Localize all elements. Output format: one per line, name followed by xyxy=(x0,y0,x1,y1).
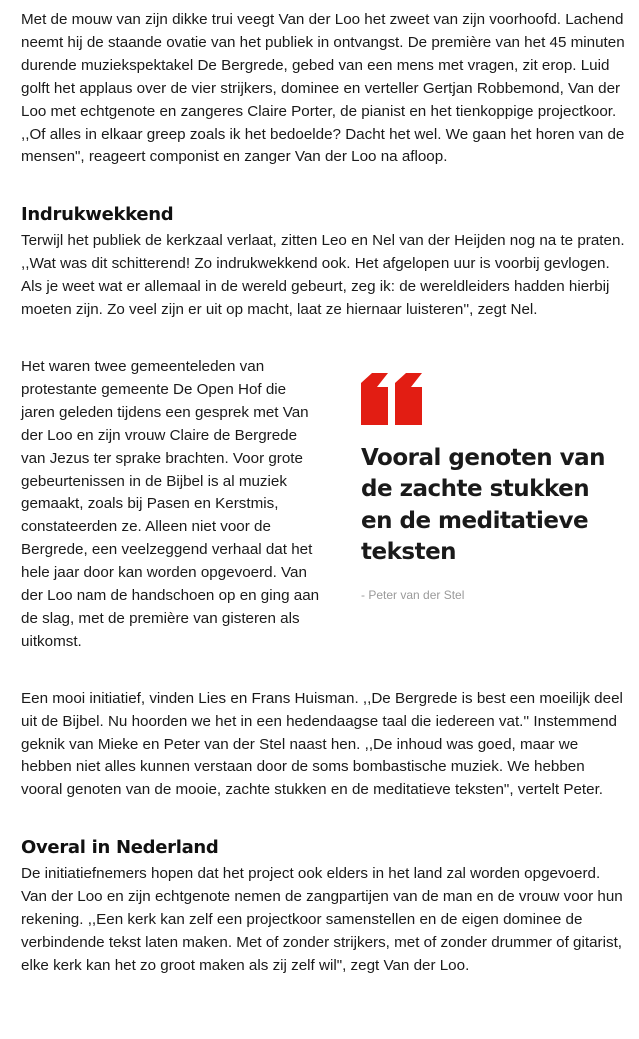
section-heading-overal: Overal in Nederland xyxy=(21,837,219,859)
article-paragraph-heijden: Terwijl het publiek de kerkzaal verlaat, zitten Leo en Nel van der Heijden nog na te praten. ,,Wat was dit schitterend! Zo indrukwekkend ook. Het afgelopen uur is voorbij gevlogen. Als je weet wat er allemaal in de wereld gebeurt, zeg ik: de wereldleiders hadden hierbij moeten zijn. Zo veel zijn er uit op macht, laat ze hiernaar luisteren'', zegt Nel. xyxy=(21,232,625,319)
article-paragraph-huisman: Een mooi initiatief, vinden Lies en Frans Huisman. ,,De Bergrede is best een moeilijk deel uit de Bijbel. Nu hoorden we het in een hedendaagse taal die iedereen vat.'' Instemmend geknik van Mieke en Peter van der Stel naast hen. ,,De inhoud was goed, maar we hebben niet alles kunnen verstaan door de soms bombastische muziek. We hebben vooral genoten van de mooie, zachte stukken en de meditatieve teksten", vertelt Peter. xyxy=(21,689,623,799)
article-paragraph-initiative: De initiatiefnemers hopen dat het project ook elders in het land zal worden opgevoerd. Van der Loo en zijn echtgenote nemen de zangpartijen van de man en de vrouw voor hun rekening. ,,Een kerk kan zelf een projectkoor samenstellen en de eigen dominee de verbindende tekst laten maken. Met of zonder strijkers, met of zonder drummer of gitarist, elke kerk kan het zo groot maken als zij zelf wil", zegt Van der Loo. xyxy=(21,865,623,974)
quote-icon xyxy=(361,373,423,425)
paragraph-with-pullquote xyxy=(21,356,627,654)
section-heading-indrukwekkend: Indrukwekkend xyxy=(21,204,174,226)
article-paragraph-origin: Het waren twee gemeenteleden van protestante gemeente De Open Hof die jaren geleden tijdens een gesprek met Van der Loo en zijn vrouw Claire de Bergrede van Jezus ter sprake brachten. Voor grote gebeurtenissen in de Bijbel is al muziek gemaakt, zoals bij Pasen en Kerstmis, constateerden ze. Alleen niet voor de Bergrede, een veelzeggend verhaal dat het hele jaar door kan worden opgevoerd. Van der Loo nam de handschoen op en ging aan de slag, met de première van gisteren als uitkomst. xyxy=(21,357,320,650)
article-paragraph-intro: Met de mouw van zijn dikke trui veegt Van der Loo het zweet van zijn voorhoofd. Lachend neemt hij de staande ovatie van het publiek in ontvangst. De première van het 45 minuten durende muziekspektakel De Bergrede, gebed van een mens met vragen, zit erop. Luid golft het applaus over de vier strijkers, dominee en verteller Gertjan Robbemond, Van der Loo met echtgenote en zangeres Claire Porter, de pianist en het tienkoppige projectkoor. ,,Of alles in elkaar greep zoals ik het bedoelde? Dacht het wel. We gaan het horen van de mensen", reageert componist en zanger Van der Loo na afloop. xyxy=(21,11,625,166)
pull-quote xyxy=(321,356,627,602)
pull-quote-author: - Peter van der Stel xyxy=(361,587,465,602)
pull-quote-text: Vooral genoten van de zachte stukken en de meditatieve teksten xyxy=(361,444,605,566)
